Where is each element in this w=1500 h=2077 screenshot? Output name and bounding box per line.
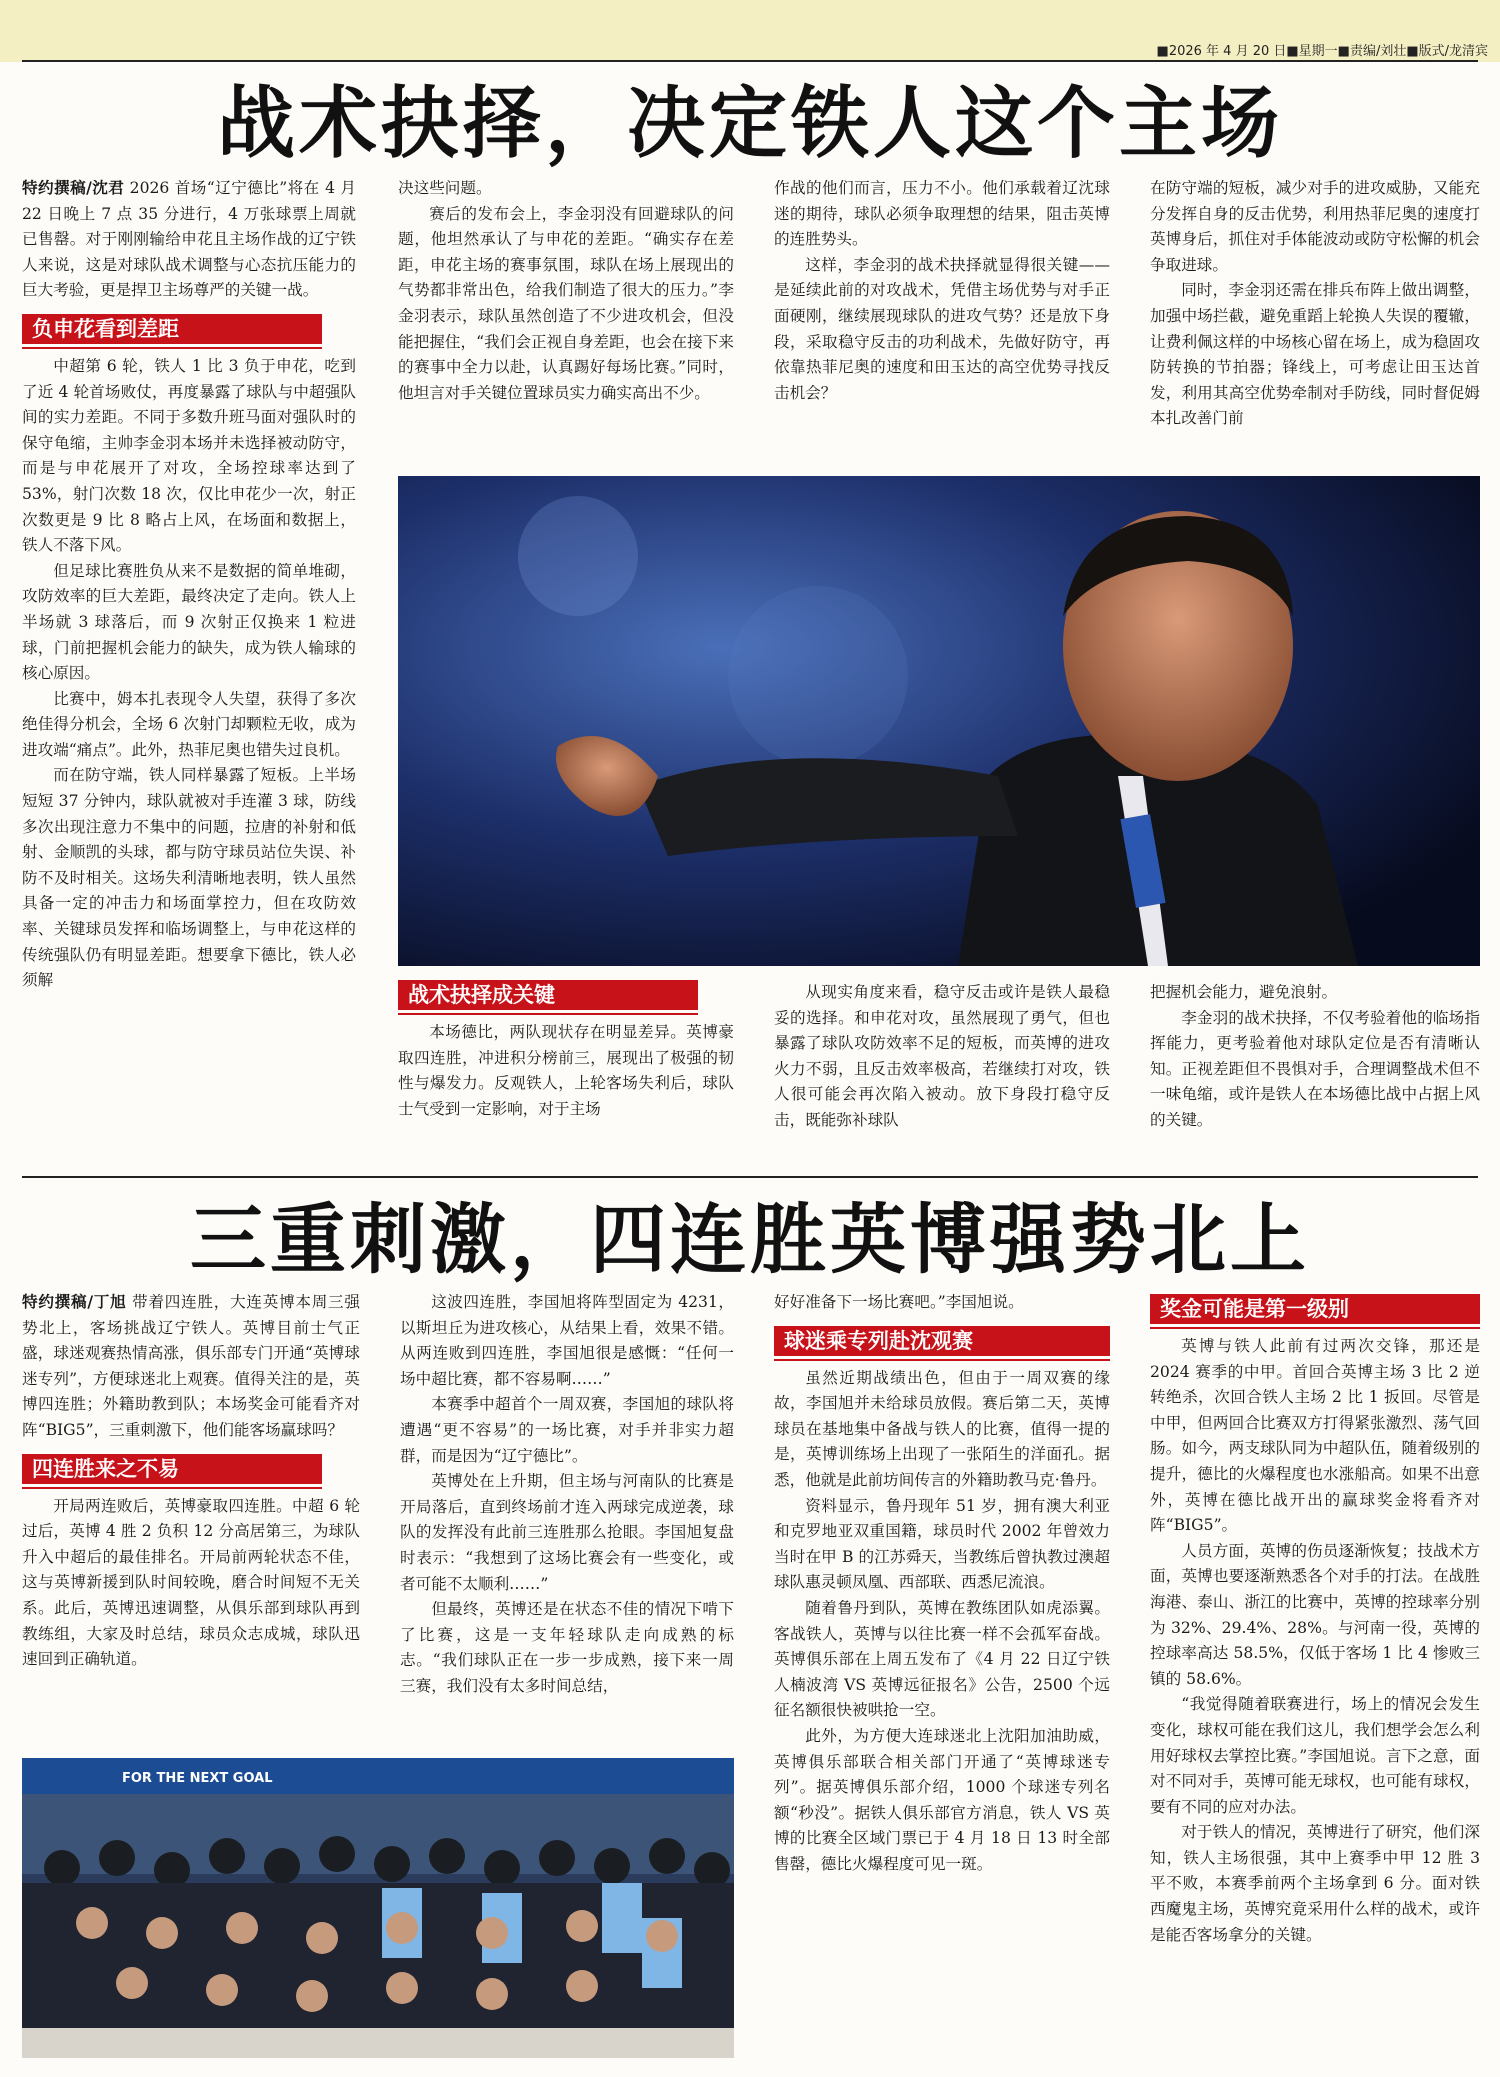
article1-paragraph: 本场德比，两队现状存在明显差异。英博豪取四连胜，冲进积分榜前三，展现出了极强的韧性与爆发力。反观铁人，上轮客场失利后，球队士气受到一定影响，对于主场 [398,1023,734,1118]
subhead-zhanshu: 战术抉择成关键 [398,980,698,1010]
article1-column-2 [398,176,734,466]
article1-column-2b [398,980,734,1166]
article1-column-4b [1150,980,1480,1166]
article2-paragraph: 人员方面，英博的伤员逐渐恢复；技战术方面，英博也要逐渐熟悉各个对手的打法。在战胜海港、泰山、浙江的比赛中，英博的控球率分别为 32%、29.4%、28%。与河南一役，英博的控球率高达 58.5%，仅低于客场 1 比 4 惨败三镇的 58.6%。 [1150,1541,1480,1688]
article2-paragraph: 英博处在上升期，但主场与河南队的比赛是开局落后，直到终场前才连入两球完成逆袭，球队的发挥没有此前三连胜那么抢眼。李国旭复盘时表示：“我想到了这场比赛会有一些变化，或者可能不太顺利……” [400,1472,734,1593]
article1-paragraph: 从现实角度来看，稳守反击或许是铁人最稳妥的选择。和申花对攻，虽然展现了勇气，但也暴露了球队攻防效率不足的短板，而英博的进攻火力不弱，且反击效率极高，若继续打对攻，铁人很可能会再次陷入被动。放下身段打稳守反击，既能弥补球队 [774,983,1110,1129]
article1-paragraph: 李金羽的战术抉择，不仅考验着他的临场指挥能力，更考验着他对球队定位是否有清晰认知。正视差距但不畏惧对手，合理调整战术但不一味龟缩，或许是铁人在本场德比战中占据上风的关键。 [1150,1008,1480,1129]
article2-paragraph: 但最终，英博还是在状态不佳的情况下啃下了比赛，这是一支年轻球队走向成熟的标志。“我们球队正在一步一步成熟，接下来一周三赛，我们没有太多时间总结， [400,1600,734,1695]
article2-paragraph: 英博与铁人此前有过两次交锋，那还是 2024 赛季的中甲。首回合英博主场 3 比 2 逆转绝杀，次回合铁人主场 2 比 1 扳回。尽管是中甲，但两回合比赛双方打得紧张激烈、荡气回肠。如今，两支球队同为中超队伍，随着级别的提升，德比的火爆程度也水涨船高。如果不出意外，英博在德比战开出的赢球奖金将看齐对阵“BIG5”。 [1150,1337,1480,1535]
article2-paragraph: 随着鲁丹到队，英博在教练团队如虎添翼。客战铁人，英博与以往比赛一样不会孤军奋战。英博俱乐部在上周五发布了《4 月 22 日辽宁铁人楠波湾 VS 英博远征报名》公告，2500 个远征名额很快被哄抢一空。 [774,1598,1110,1720]
article1-paragraph: 中超第 6 轮，铁人 1 比 3 负于申花，吃到了近 4 轮首场败仗，再度暴露了球队与中超强队间的实力差距。不同于多数升班马面对强队时的保守龟缩，主帅李金羽本场并未选择被动防守，而是与申花展开了对攻，全场控球率达到了 53%，射门次数 18 次，仅比申花少一次，射正次数更是 9 比 8 略占上风，在场面和数据上，铁人不落下风。 [22,356,356,555]
article1-paragraph: 2026 首场“辽宁德比”将在 4 月 22 日晚上 7 点 35 分进行，4 万张球票上周就已售罄。对于刚刚输给申花且主场作战的辽宁铁人来说，这是对球队战术调整与心态抗压能力的巨大考验，更是捍卫主场尊严的关键一战。 [22,179,356,300]
article1-column-4 [1150,176,1480,466]
article1-column-3b [774,980,1110,1166]
article2-paragraph: 对于铁人的情况，英博进行了研究，他们深知，铁人主场很强，其中上赛季中甲 12 胜 3 平不败，本赛季前两个主场拿到 6 分。面对铁西魔鬼主场，英博究竟采用什么样的战术，或许是能否客场拿分的关键。 [1150,1823,1480,1944]
header-info: ■2026 年 4 月 20 日■星期一■责编/刘壮■版式/龙清宾 [1156,44,1488,59]
article1-paragraph: 作战的他们而言，压力不小。他们承载着辽沈球迷的期待，球队必须争取理想的结果，阻击英博的连胜势头。 [774,179,1110,249]
article1-byline: 特约撰稿/沈君 [22,179,125,197]
team-banner-text: FOR THE NEXT GOAL [122,1771,273,1786]
article2-paragraph: 资料显示，鲁丹现年 51 岁，拥有澳大利亚和克罗地亚双重国籍，球员时代 2002 年曾效力当时在甲 B 的江苏舜天，当教练后曾执教过澳超球队惠灵顿凤凰、西部联、西悉尼流浪。 [774,1496,1110,1592]
article1-paragraph: 同时，李金羽还需在排兵布阵上做出调整，加强中场拦截，避免重蹈上轮换人失误的覆辙，让费利佩这样的中场核心留在场上，成为稳固攻防转换的节拍器；锋线上，可考虑让田玉达首发，利用其高空优势牵制对手防线，同时督促姆本扎改善门前 [1150,281,1480,428]
header-rule [22,60,1478,62]
subhead-silian: 四连胜来之不易 [22,1454,322,1484]
article1-paragraph: 把握机会能力，避免浪射。 [1150,983,1338,1001]
article1-paragraph: 在防守端的短板，减少对手的进攻威胁，又能充分发挥自身的反击优势，利用热菲尼奥的速度打英博身后，抓住对手体能波动或防守松懈的机会争取进球。 [1150,179,1480,274]
subhead-fushenhua: 负申花看到差距 [22,314,322,344]
article2-paragraph: 开局两连败后，英博豪取四连胜。中超 6 轮过后，英博 4 胜 2 负积 12 分高居第三，为球队升入中超后的最佳排名。开局前两轮状态不佳，这与英博新援到队时间较晚，磨合时间短不无关系。此后，英博迅速调整，从俱乐部到球队再到教练组，大家及时总结，球员众志成城，球队迅速回到正确轨道。 [22,1496,360,1669]
article2-column-1 [22,1290,360,1750]
article2-column-3 [774,1290,1110,2058]
article1-paragraph: 但足球比赛胜负从来不是数据的简单堆砌，攻防效率的巨大差距，最终决定了走向。铁人上半场就 3 球落后，而 9 次射正仅换来 1 粒进球，门前把握机会能力的缺失，成为铁人输球的核心原因。 [22,561,356,683]
article1-paragraph: 比赛中，姆本扎表现令人失望，获得了多次绝佳得分机会，全场 6 次射门却颗粒无收，成为进攻端“痛点”。此外，热菲尼奥也错失过良机。 [22,689,356,759]
article2-paragraph: 好好准备下一场比赛吧。”李国旭说。 [774,1293,1024,1311]
article2-paragraph: 带着四连胜，大连英博本周三强势北上，客场挑战辽宁铁人。英博目前士气正盛，球迷观赛热情高涨，俱乐部专门开通“英博球迷专列”，方便球迷北上观赛。值得关注的是，英博四连胜；外籍助教到队；本场奖金可能看齐对阵“BIG5”，三重刺激下，他们能客场赢球吗？ [22,1293,360,1439]
article2-byline: 特约撰稿/丁旭 [22,1293,127,1311]
article1-column-3 [774,176,1110,466]
coach-photo [398,476,1480,966]
subhead-jiangjin: 奖金可能是第一级别 [1150,1294,1480,1324]
article1-column-1 [22,176,356,1166]
article1-paragraph: 这样，李金羽的战术抉择就显得很关键——是延续此前的对攻战术，凭借主场优势与对手正面硬刚，继续展现球队的进攻气势？还是放下身段，采取稳守反击的功利战术，先做好防守，再依靠热菲尼奥的速度和田玉达的高空优势寻找反击机会？ [774,255,1110,402]
article2-paragraph: 此外，为方便大连球迷北上沈阳加油助威，英博俱乐部联合相关部门开通了“英博球迷专列”。据英博俱乐部介绍，1000 个球迷专列名额“秒没”。据铁人俱乐部官方消息，铁人 VS 英博的比赛全区域门票已于 4 月 18 日 13 时全部售罄，德比火爆程度可见一斑。 [774,1726,1110,1873]
article1-paragraph: 赛后的发布会上，李金羽没有回避球队的问题，他坦然承认了与申花的差距。“确实存在差距，申花主场的赛事氛围，球队在场上展现出的气势都非常出色，给我们制造了很大的压力。”李金羽表示，球队虽然创造了不少进攻机会，但没能把握住，“我们会正视自身差距，也会在接下来的赛事中全力以赴，认真踢好每场比赛。”同时，他坦言对手关键位置球员实力确实高出不少。 [398,204,734,402]
team-celebration-photo [22,1758,734,2058]
article1-paragraph: 决这些问题。 [398,179,492,197]
article2-column-2 [400,1290,734,1750]
article2-headline: 三重刺激，四连胜英博强势北上 [190,1195,1310,1284]
subhead-zhuanlie: 球迷乘专列赴沈观赛 [774,1326,1110,1356]
article2-paragraph: 本赛季中超首个一周双赛，李国旭的球队将遭遇“更不容易”的一场比赛，对手并非实力超群，而是因为“辽宁德比”。 [400,1395,734,1465]
article-separator [22,1176,1478,1178]
article2-paragraph: 虽然近期战绩出色，但由于一周双赛的缘故，李国旭并未给球员放假。赛后第二天，英博球员在基地集中备战与铁人的比赛，值得一提的是，英博训练场上出现了一张陌生的洋面孔。据悉，他就是此前坊间传言的外籍助教马克·鲁丹。 [774,1368,1110,1489]
article1-headline: 战术抉择，决定铁人这个主场 [216,79,1283,169]
article2-paragraph: 这波四连胜，李国旭将阵型固定为 4231，以斯坦丘为进攻核心，从结果上看，效果不错。从两连败到四连胜，李国旭很是感慨：“任何一场中超比赛，都不容易啊……” [400,1293,734,1388]
article1-paragraph: 而在防守端，铁人同样暴露了短板。上半场短短 37 分钟内，球队就被对手连灌 3 球，防线多次出现注意力不集中的问题，拉唐的补射和低射、金顺凯的头球，都与防守球员站位失误、补防不及时相关。这场失利清晰地表明，铁人虽然具备一定的冲击力和场面掌控力，但在攻防效率、关键球员发挥和临场调整上，与申花这样的传统强队仍有明显差距。想要拿下德比，铁人必须解 [22,766,356,990]
article2-paragraph: “我觉得随着联赛进行，场上的情况会发生变化，球权可能在我们这儿，我们想学会怎么利用好球权去掌控比赛。”李国旭说。言下之意，面对不同对手，英博可能无球权，也可能有球权，要有不同的应对办法。 [1150,1695,1480,1816]
article2-column-4 [1150,1290,1480,2058]
